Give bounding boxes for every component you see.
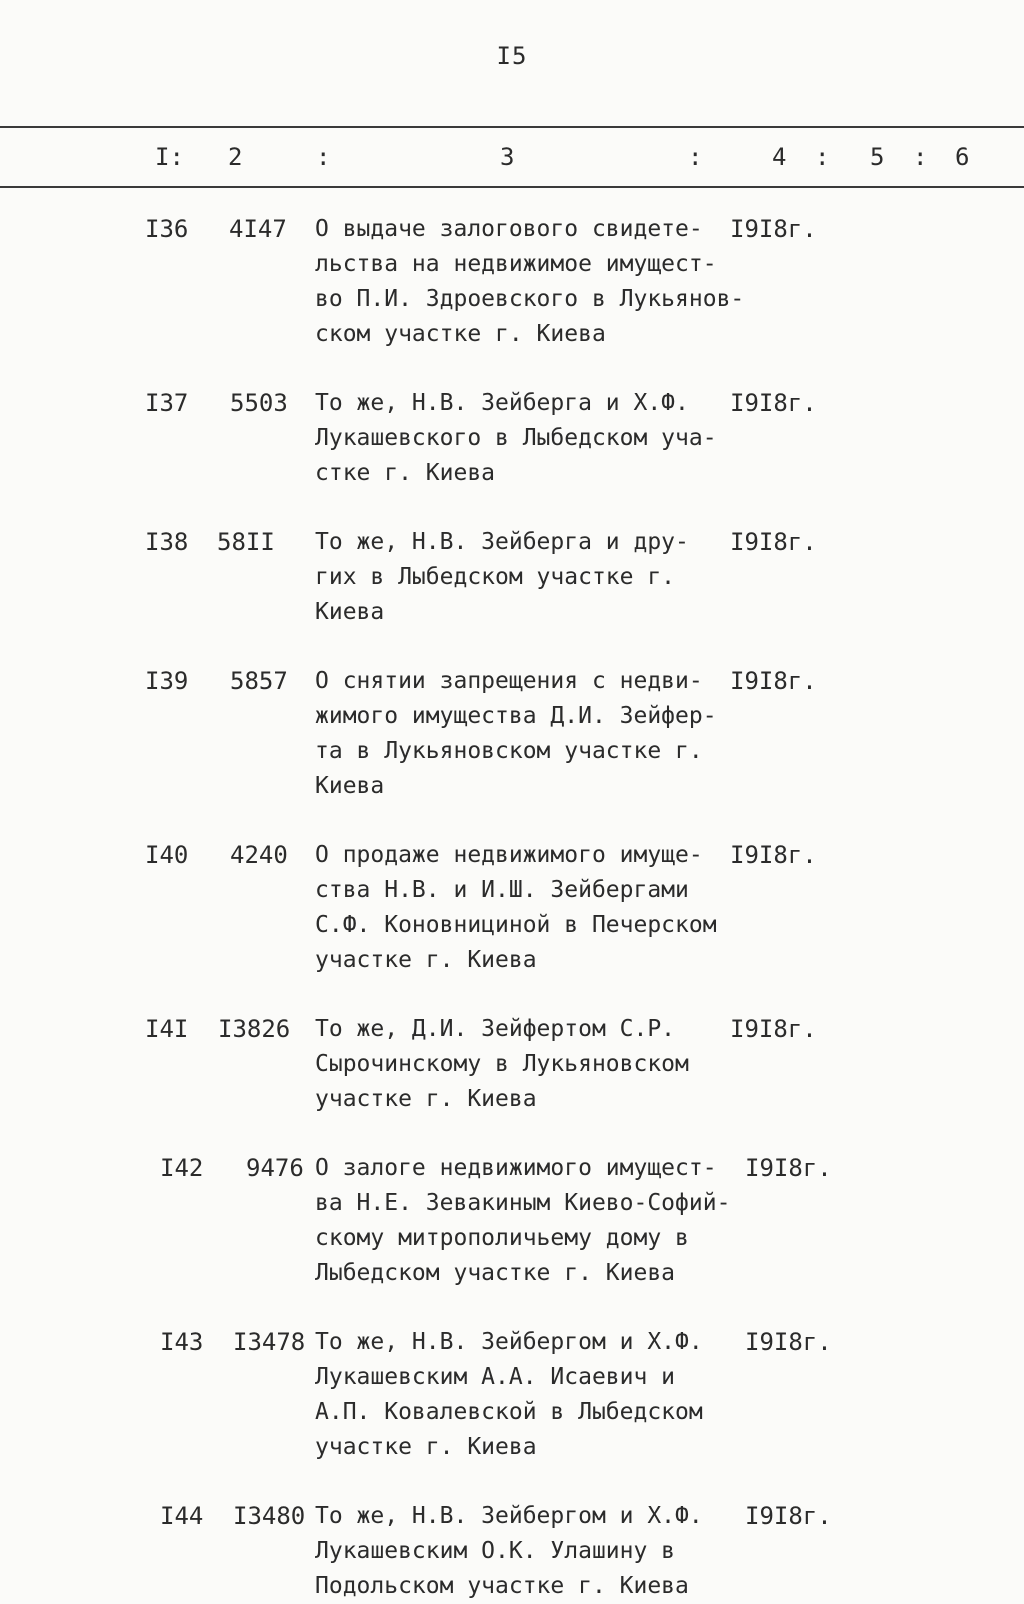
entry-gap [0,630,1024,664]
entry-description-line: скому митрополичьему дому в [315,1225,689,1251]
entry-description-line: Подольском участке г. Киева [315,1573,689,1599]
entry-year: I9I8г. [745,1328,832,1356]
entry-archive-number: I3480 [233,1502,306,1530]
entry-description [315,1499,735,1604]
entry-gap [0,491,1024,525]
entry-number: I37 [145,389,189,417]
entry-gap [0,978,1024,1012]
header-separator: : [913,143,928,171]
entry-description-line: То же, Д.И. Зейфертом С.Р. [315,1016,676,1042]
entry-description-line: Лукашевским О.К. Улашину в [315,1538,676,1564]
entry-row [0,386,1024,491]
entry-description-line: Лукашевского в Лыбедском уча- [315,425,717,451]
entry-year: I9I8г. [730,389,817,417]
page-number: I5 [496,42,528,70]
entry-year: I9I8г. [730,841,817,869]
entry-description-line: льства на недвижимое имущест- [315,251,717,277]
entry-description-line: участке г. Киева [315,1434,537,1460]
entry-number: I38 [145,528,189,556]
entry-description [315,1151,735,1291]
table-header [0,143,1024,177]
entry-description [315,1012,735,1117]
entry-row [0,1012,1024,1117]
header-separator: : [815,143,830,171]
entry-gap [0,804,1024,838]
entry-row [0,838,1024,978]
header-col-1: I: [155,143,184,171]
entry-description-line: Лыбедском участке г. Киева [315,1260,676,1286]
entry-row [0,1499,1024,1604]
entry-year: I9I8г. [730,1015,817,1043]
entry-description-line: стке г. Киева [315,460,496,486]
entry-description-line: О снятии запрещения с недви- [315,668,703,694]
entry-description-line: О выдаче залогового свидете- [315,216,703,242]
entry-archive-number: 5503 [230,389,288,417]
entry-row [0,1325,1024,1465]
entry-archive-number: 4240 [230,841,288,869]
entry-description-line: О продаже недвижимого имуще- [315,842,703,868]
entry-description-line: во П.И. Здроевского в Лукьянов- [315,286,745,312]
entry-description [315,838,735,978]
header-col-2: 2 [228,143,243,171]
header-separator: : [316,143,331,171]
entry-description-line: Лукашевским А.А. Исаевич и [315,1364,676,1390]
entry-year: I9I8г. [730,667,817,695]
entry-archive-number: 9476 [246,1154,304,1182]
entry-description [315,1325,735,1465]
entry-row [0,212,1024,352]
entry-description-line: Киева [315,599,385,625]
entry-description-line: ства Н.В. и И.Ш. Зейбергами [315,877,689,903]
entry-description-line: участке г. Киева [315,1086,537,1112]
entry-gap [0,1117,1024,1151]
entry-description-line: С.Ф. Коновнициной в Печерском [315,912,717,938]
header-col-6: 6 [955,143,970,171]
entry-description [315,664,735,804]
header-col-4: 4 [772,143,787,171]
entry-number: I42 [160,1154,204,1182]
entry-number: I43 [160,1328,204,1356]
entry-description-line: О залоге недвижимого имущест- [315,1155,717,1181]
entries-list [0,212,1024,1604]
entry-description-line: То же, Н.В. Зейберга и Х.Ф. [315,390,689,416]
entry-year: I9I8г. [730,215,817,243]
entry-archive-number: I3826 [218,1015,291,1043]
entry-archive-number: 58II [217,528,275,556]
entry-number: I44 [160,1502,204,1530]
entry-gap [0,1291,1024,1325]
entry-archive-number: 4I47 [229,215,287,243]
entry-year: I9I8г. [745,1154,832,1182]
entry-number: I39 [145,667,189,695]
header-col-3: 3 [500,143,515,171]
entry-description-line: гих в Лыбедском участке г. [315,564,676,590]
header-col-5: 5 [870,143,885,171]
header-bottom-rule [0,186,1024,188]
entry-description-line: То же, Н.В. Зейберга и дру- [315,529,689,555]
entry-description-line: та в Лукьяновском участке г. [315,738,703,764]
header-separator: : [688,143,703,171]
entry-description-line: Киева [315,773,385,799]
header-top-rule [0,126,1024,128]
entry-row [0,664,1024,804]
entry-number: I4I [145,1015,189,1043]
entry-number: I36 [145,215,189,243]
entry-description-line: То же, Н.В. Зейбергом и Х.Ф. [315,1329,703,1355]
entry-description-line: ском участке г. Киева [315,321,606,347]
entry-number: I40 [145,841,189,869]
entry-description [315,525,735,630]
entry-description-line: То же, Н.В. Зейбергом и Х.Ф. [315,1503,703,1529]
entry-gap [0,352,1024,386]
entry-archive-number: 5857 [230,667,288,695]
entry-description-line: Сырочинскому в Лукьяновском [315,1051,689,1077]
entry-description [315,386,735,491]
entry-description-line: участке г. Киева [315,947,537,973]
entry-archive-number: I3478 [233,1328,306,1356]
entry-year: I9I8г. [745,1502,832,1530]
entry-description-line: ва Н.Е. Зевакиным Киево-Софий- [315,1190,731,1216]
entry-gap [0,1465,1024,1499]
entry-description-line: А.П. Ковалевской в Лыбедском [315,1399,703,1425]
entry-year: I9I8г. [730,528,817,556]
entry-row [0,1151,1024,1291]
entry-row [0,525,1024,630]
entry-description [315,212,745,352]
entry-description-line: жимого имущества Д.И. Зейфер- [315,703,717,729]
